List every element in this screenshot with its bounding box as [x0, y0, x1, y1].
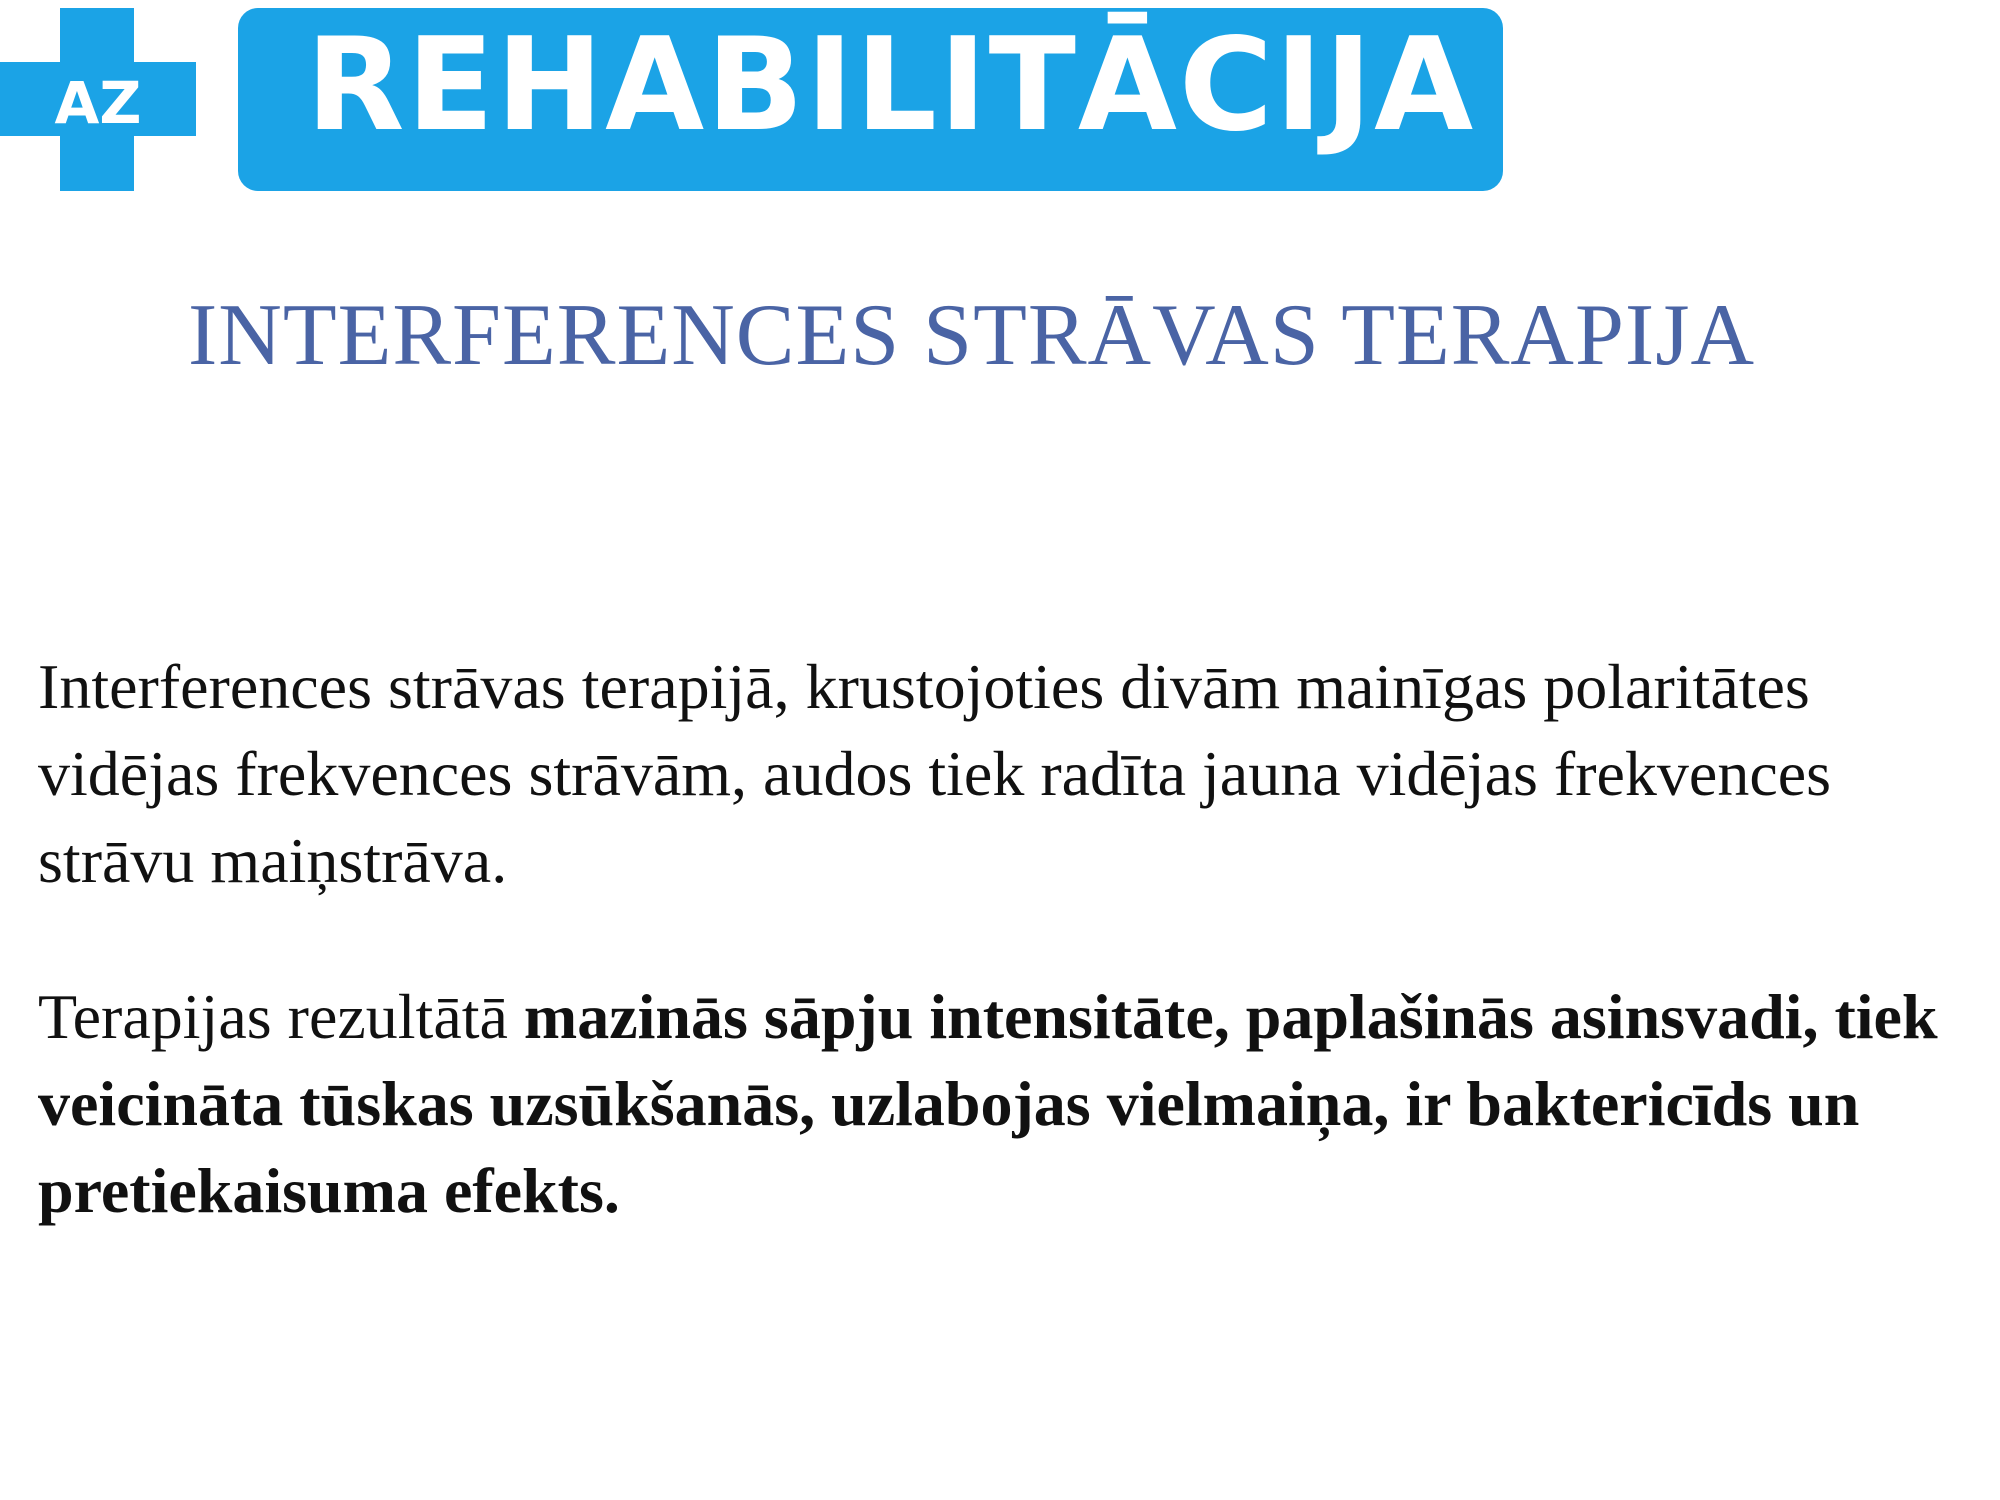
logo-initials: AZ	[54, 69, 142, 137]
page-title: INTERFERENCES STRĀVAS TERAPIJA	[188, 287, 1755, 384]
logo-banner-text: REHABILITĀCIJA	[306, 11, 1476, 160]
paragraph-results-lead: Terapijas rezultātā	[38, 981, 524, 1052]
logo-banner	[238, 8, 1503, 191]
paragraph-description: Interferences strāvas terapijā, krustojoties divām mainīgas polaritātes vidējas frekvences strāvām, audos tiek radīta jauna vidējas frekvences strāvu maiņstrāva.	[38, 651, 1832, 896]
paragraph-results	[38, 973, 1968, 1234]
paragraph-results-bold: mazinās sāpju intensitāte, paplašinās asinsvadi, tiek veicināta tūskas uzsūkšanās, uzlabojas vielmaiņa, ir baktericīds un pretiekaisuma efekts.	[38, 981, 1938, 1226]
logo-cross-icon	[0, 8, 196, 191]
